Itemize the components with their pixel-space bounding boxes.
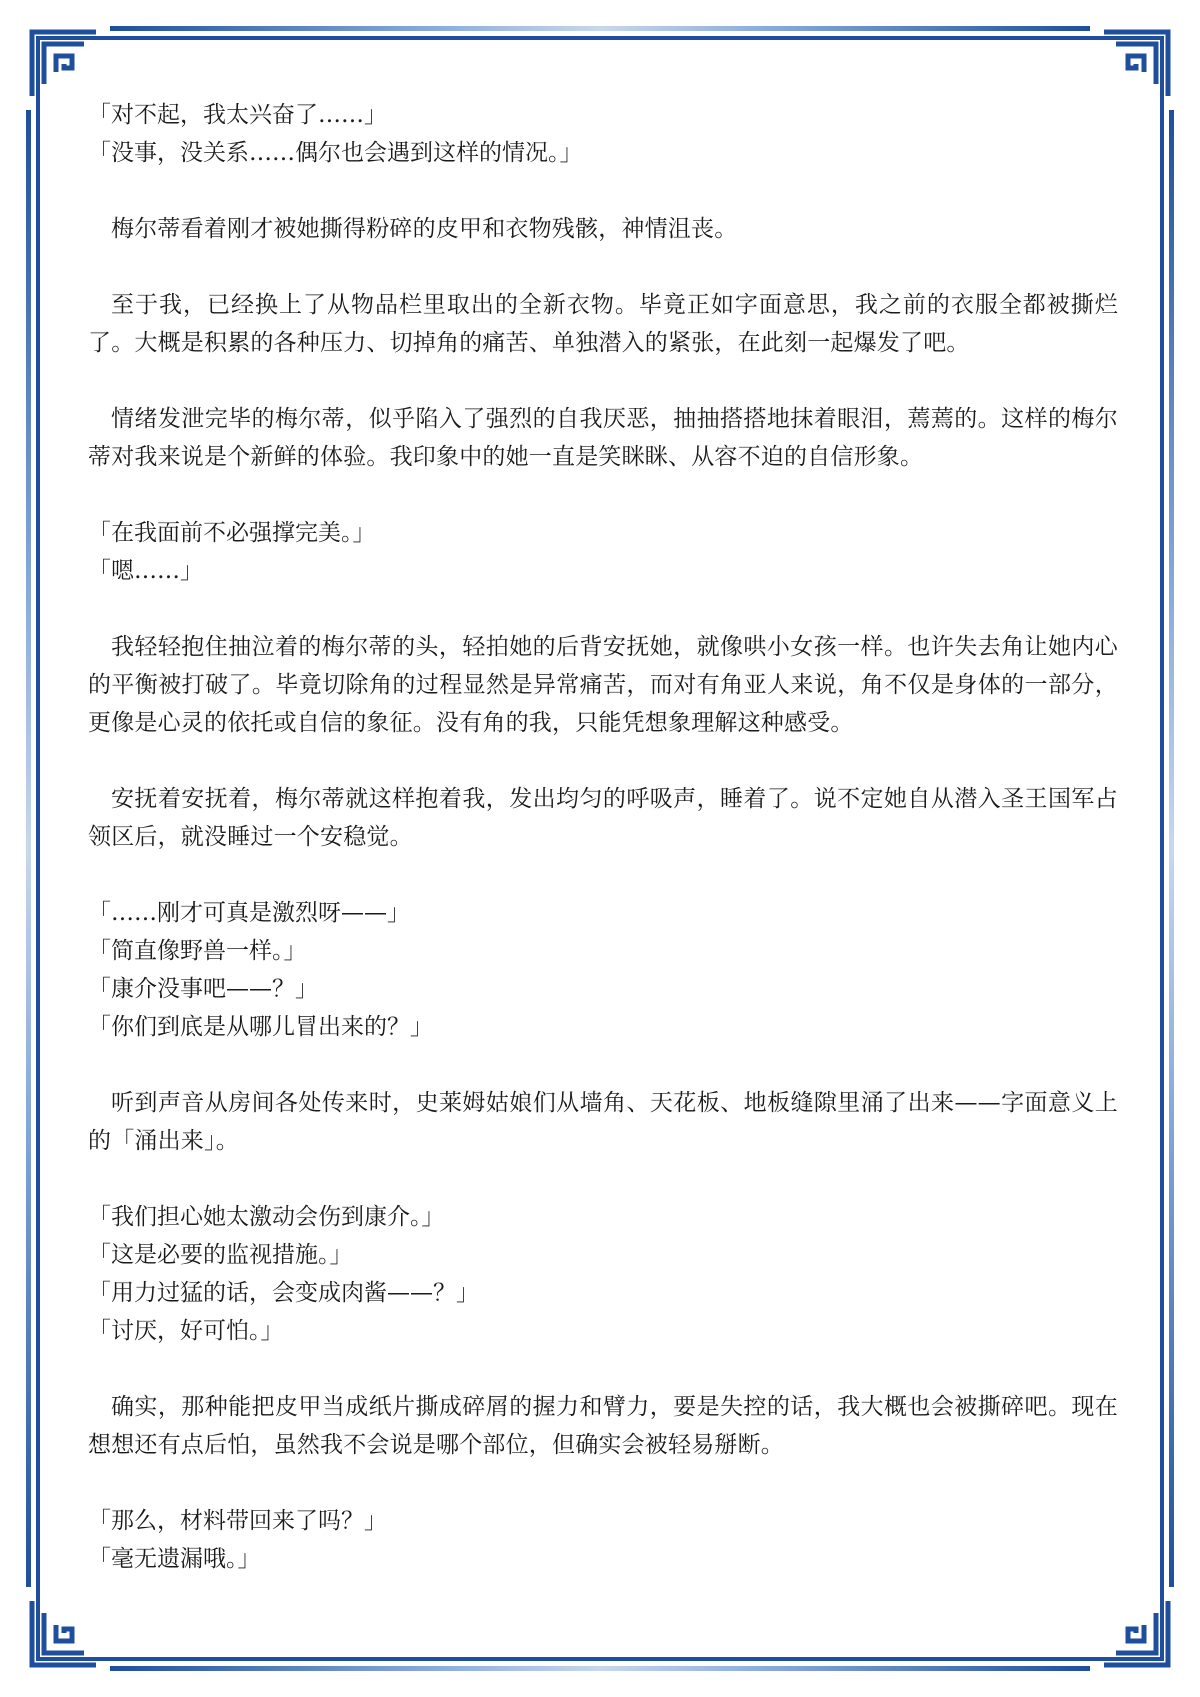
dialogue-line: 「康介没事吧——？」	[88, 976, 318, 1002]
dialogue-line: 「这是必要的监视措施。」	[88, 1242, 353, 1268]
corner-ornament-icon	[28, 1597, 100, 1669]
dialogue-line: 「在我面前不必强撑完美。」	[88, 520, 376, 546]
paragraph-gap	[88, 856, 1118, 894]
paragraph: 安抚着安抚着，梅尔蒂就这样抱着我，发出均匀的呼吸声，睡着了。说不定她自从潜入圣王国军占领区后，就没睡过一个安稳觉。	[88, 786, 1118, 850]
dialogue-line: 「讨厌，好可怕。」	[88, 1318, 284, 1344]
paragraph-gap	[88, 1046, 1118, 1084]
dialogue-line: 「对不起，我太兴奋了……」	[88, 102, 387, 128]
paragraph: 情绪发泄完毕的梅尔蒂，似乎陷入了强烈的自我厌恶，抽抽搭搭地抹着眼泪，蔫蔫的。这样的梅尔蒂对我来说是个新鲜的体验。我印象中的她一直是笑眯眯、从容不迫的自信形象。	[88, 406, 1118, 470]
paragraph-gap	[88, 362, 1118, 400]
paragraph-gap	[88, 1350, 1118, 1388]
frame-edge-left	[26, 110, 31, 1587]
paragraph-gap	[88, 1160, 1118, 1198]
document-body	[88, 96, 1118, 1578]
paragraph: 我轻轻抱住抽泣着的梅尔蒂的头，轻拍她的后背安抚她，就像哄小女孩一样。也许失去角让她内心的平衡被打破了。毕竟切除角的过程显然是异常痛苦，而对有角亚人来说，角不仅是身体的一部分，更像是心灵的依托或自信的象征。没有角的我，只能凭想象理解这种感受。	[88, 634, 1118, 736]
corner-ornament-icon	[1100, 1597, 1172, 1669]
corner-ornament-icon	[28, 28, 100, 100]
dialogue-line: 「嗯……」	[88, 558, 203, 584]
corner-ornament-icon	[1100, 28, 1172, 100]
paragraph-gap	[88, 1464, 1118, 1502]
frame-edge-top	[110, 26, 1090, 31]
dialogue-line: 「简直像野兽一样。」	[88, 938, 307, 964]
paragraph-gap	[88, 248, 1118, 286]
paragraph: 确实，那种能把皮甲当成纸片撕成碎屑的握力和臂力，要是失控的话，我大概也会被撕碎吧。现在想想还有点后怕，虽然我不会说是哪个部位，但确实会被轻易掰断。	[88, 1394, 1118, 1458]
dialogue-line: 「你们到底是从哪儿冒出来的？」	[88, 1014, 433, 1040]
paragraph-gap	[88, 590, 1118, 628]
dialogue-line: 「我们担心她太激动会伤到康介。」	[88, 1204, 445, 1230]
dialogue-line: 「用力过猛的话，会变成肉酱——？」	[88, 1280, 479, 1306]
dialogue-line: 「……刚才可真是激烈呀——」	[88, 900, 410, 926]
frame-edge-bottom	[110, 1666, 1090, 1671]
paragraph: 至于我，已经换上了从物品栏里取出的全新衣物。毕竟正如字面意思，我之前的衣服全都被撕烂了。大概是积累的各种压力、切掉角的痛苦、单独潜入的紧张，在此刻一起爆发了吧。	[88, 292, 1118, 356]
dialogue-line: 「毫无遗漏哦。」	[88, 1546, 261, 1572]
paragraph: 听到声音从房间各处传来时，史莱姆姑娘们从墙角、天花板、地板缝隙里涌了出来——字面意义上的「涌出来」。	[88, 1090, 1118, 1154]
dialogue-line: 「没事，没关系……偶尔也会遇到这样的情况。」	[88, 140, 583, 166]
paragraph-gap	[88, 476, 1118, 514]
frame-edge-right	[1169, 110, 1174, 1587]
paragraph: 梅尔蒂看着刚才被她撕得粉碎的皮甲和衣物残骸，神情沮丧。	[111, 216, 738, 242]
paragraph-gap	[88, 742, 1118, 780]
dialogue-line: 「那么，材料带回来了吗？」	[88, 1508, 387, 1534]
paragraph-gap	[88, 172, 1118, 210]
